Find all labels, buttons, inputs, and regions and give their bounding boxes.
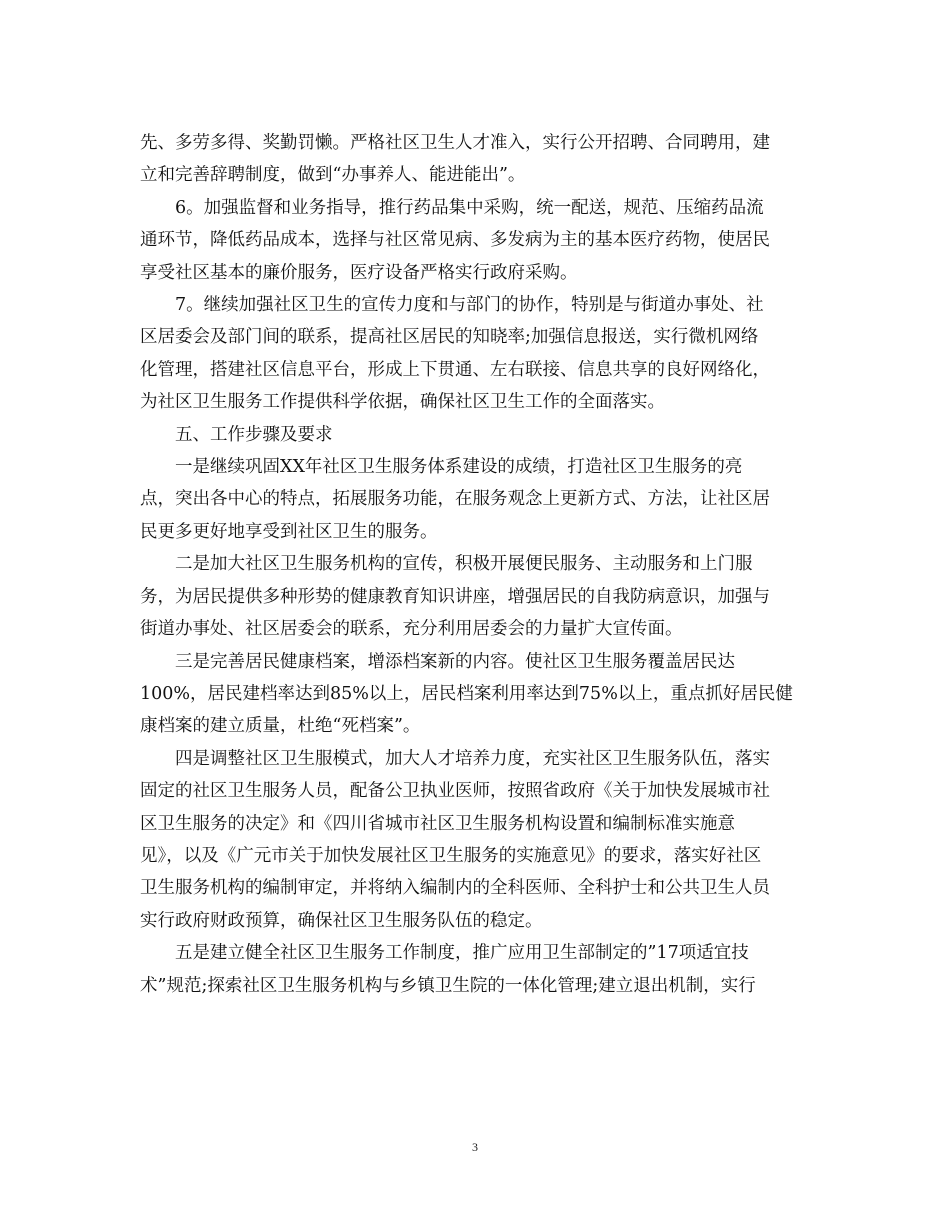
text-line: 先、多劳多得、奖勤罚懒。严格社区卫生人才准入，实行公开招聘、合同聘用，建: [140, 133, 770, 153]
text-line: 见》，以及《广元市关于加快发展社区卫生服务的实施意见》的要求，落实好社区: [140, 845, 762, 866]
text-line: 固定的社区卫生服务人员，配备公卫执业医师，按照省政府《关于加快发展城市社: [140, 781, 770, 802]
text-line: 区居委会及部门间的联系，提高社区居民的知晓率;加强信息报送，实行微机网络: [140, 327, 759, 348]
text-line: 一是继续巩固XX年社区卫生服务体系建设的成绩，打造社区卫生服务的亮: [140, 457, 743, 478]
text-line: 实行政府财政预算，确保社区卫生服务队伍的稳定。: [140, 910, 543, 931]
text-line: 街道办事处、社区居委会的联系，充分利用居委会的力量扩大宣传面。: [140, 619, 683, 640]
text-line: 康档案的建立质量，杜绝“死档案”。: [140, 716, 421, 737]
text-line: 四是调整社区卫生服模式，加大人才培养力度，充实社区卫生服务队伍，落实: [140, 748, 770, 769]
paragraph-step-3: [140, 646, 812, 743]
paragraph-item-6: [140, 192, 812, 289]
paragraph-step-2: [140, 548, 812, 645]
text-line: 7。继续加强社区卫生的宣传力度和与部门的协作，特别是与街道办事处、社: [140, 295, 764, 316]
body-text: [140, 127, 812, 1002]
text-line: 五是建立健全社区卫生服务工作制度，推广应用卫生部制定的”17项适宜技: [140, 943, 749, 964]
paragraph-reward-punishment: [140, 127, 812, 192]
paragraph-step-1: [140, 451, 812, 548]
text-line: 为社区卫生服务工作提供科学依据，确保社区卫生工作的全面落实。: [140, 392, 665, 413]
text-line: 6。加强监督和业务指导，推行药品集中采购，统一配送，规范、压缩药品流: [140, 197, 764, 218]
text-line: 五、工作步骤及要求: [140, 424, 333, 445]
paragraph-item-7: [140, 289, 812, 419]
text-line: 卫生服务机构的编制审定，并将纳入编制内的全科医师、全科护士和公共卫生人员: [140, 878, 770, 899]
paragraph-step-4: [140, 743, 812, 937]
text-line: 三是完善居民健康档案，增添档案新的内容。使社区卫生服务覆盖居民达: [140, 651, 735, 672]
section-heading: [140, 419, 812, 451]
page-number: 3: [472, 1140, 478, 1154]
text-line: 100%，居民建档率达到85%以上，居民档案利用率达到75%以上，重点抓好居民健: [140, 683, 793, 704]
text-line: 民更多更好地享受到社区卫生的服务。: [140, 521, 438, 542]
text-line: 区卫生服务的决定》和《四川省城市社区卫生服务机构设置和编制标准实施意: [140, 813, 735, 834]
text-line: 术”规范;探索社区卫生服务机构与乡镇卫生院的一体化管理;建立退出机制，实行: [140, 975, 756, 996]
text-line: 立和完善辞聘制度，做到“办事养人、能进能出”。: [140, 165, 526, 186]
text-line: 通环节，降低药品成本，选择与社区常见病、多发病为主的基本医疗药物，使居民: [140, 230, 770, 251]
text-line: 点，突出各中心的特点，拓展服务功能，在服务观念上更新方式、方法，让社区居: [140, 489, 770, 510]
paragraph-step-5: [140, 937, 812, 1002]
text-line: 享受社区基本的廉价服务，医疗设备严格实行政府采购。: [140, 262, 578, 283]
text-line: 务，为居民提供多种形势的健康教育知识讲座，增强居民的自我防病意识，加强与: [140, 586, 770, 607]
text-line: 化管理，搭建社区信息平台，形成上下贯通、左右联接、信息共享的良好网络化，: [140, 359, 770, 380]
text-line: 二是加大社区卫生服务机构的宣传，积极开展便民服务、主动服务和上门服: [140, 554, 753, 575]
